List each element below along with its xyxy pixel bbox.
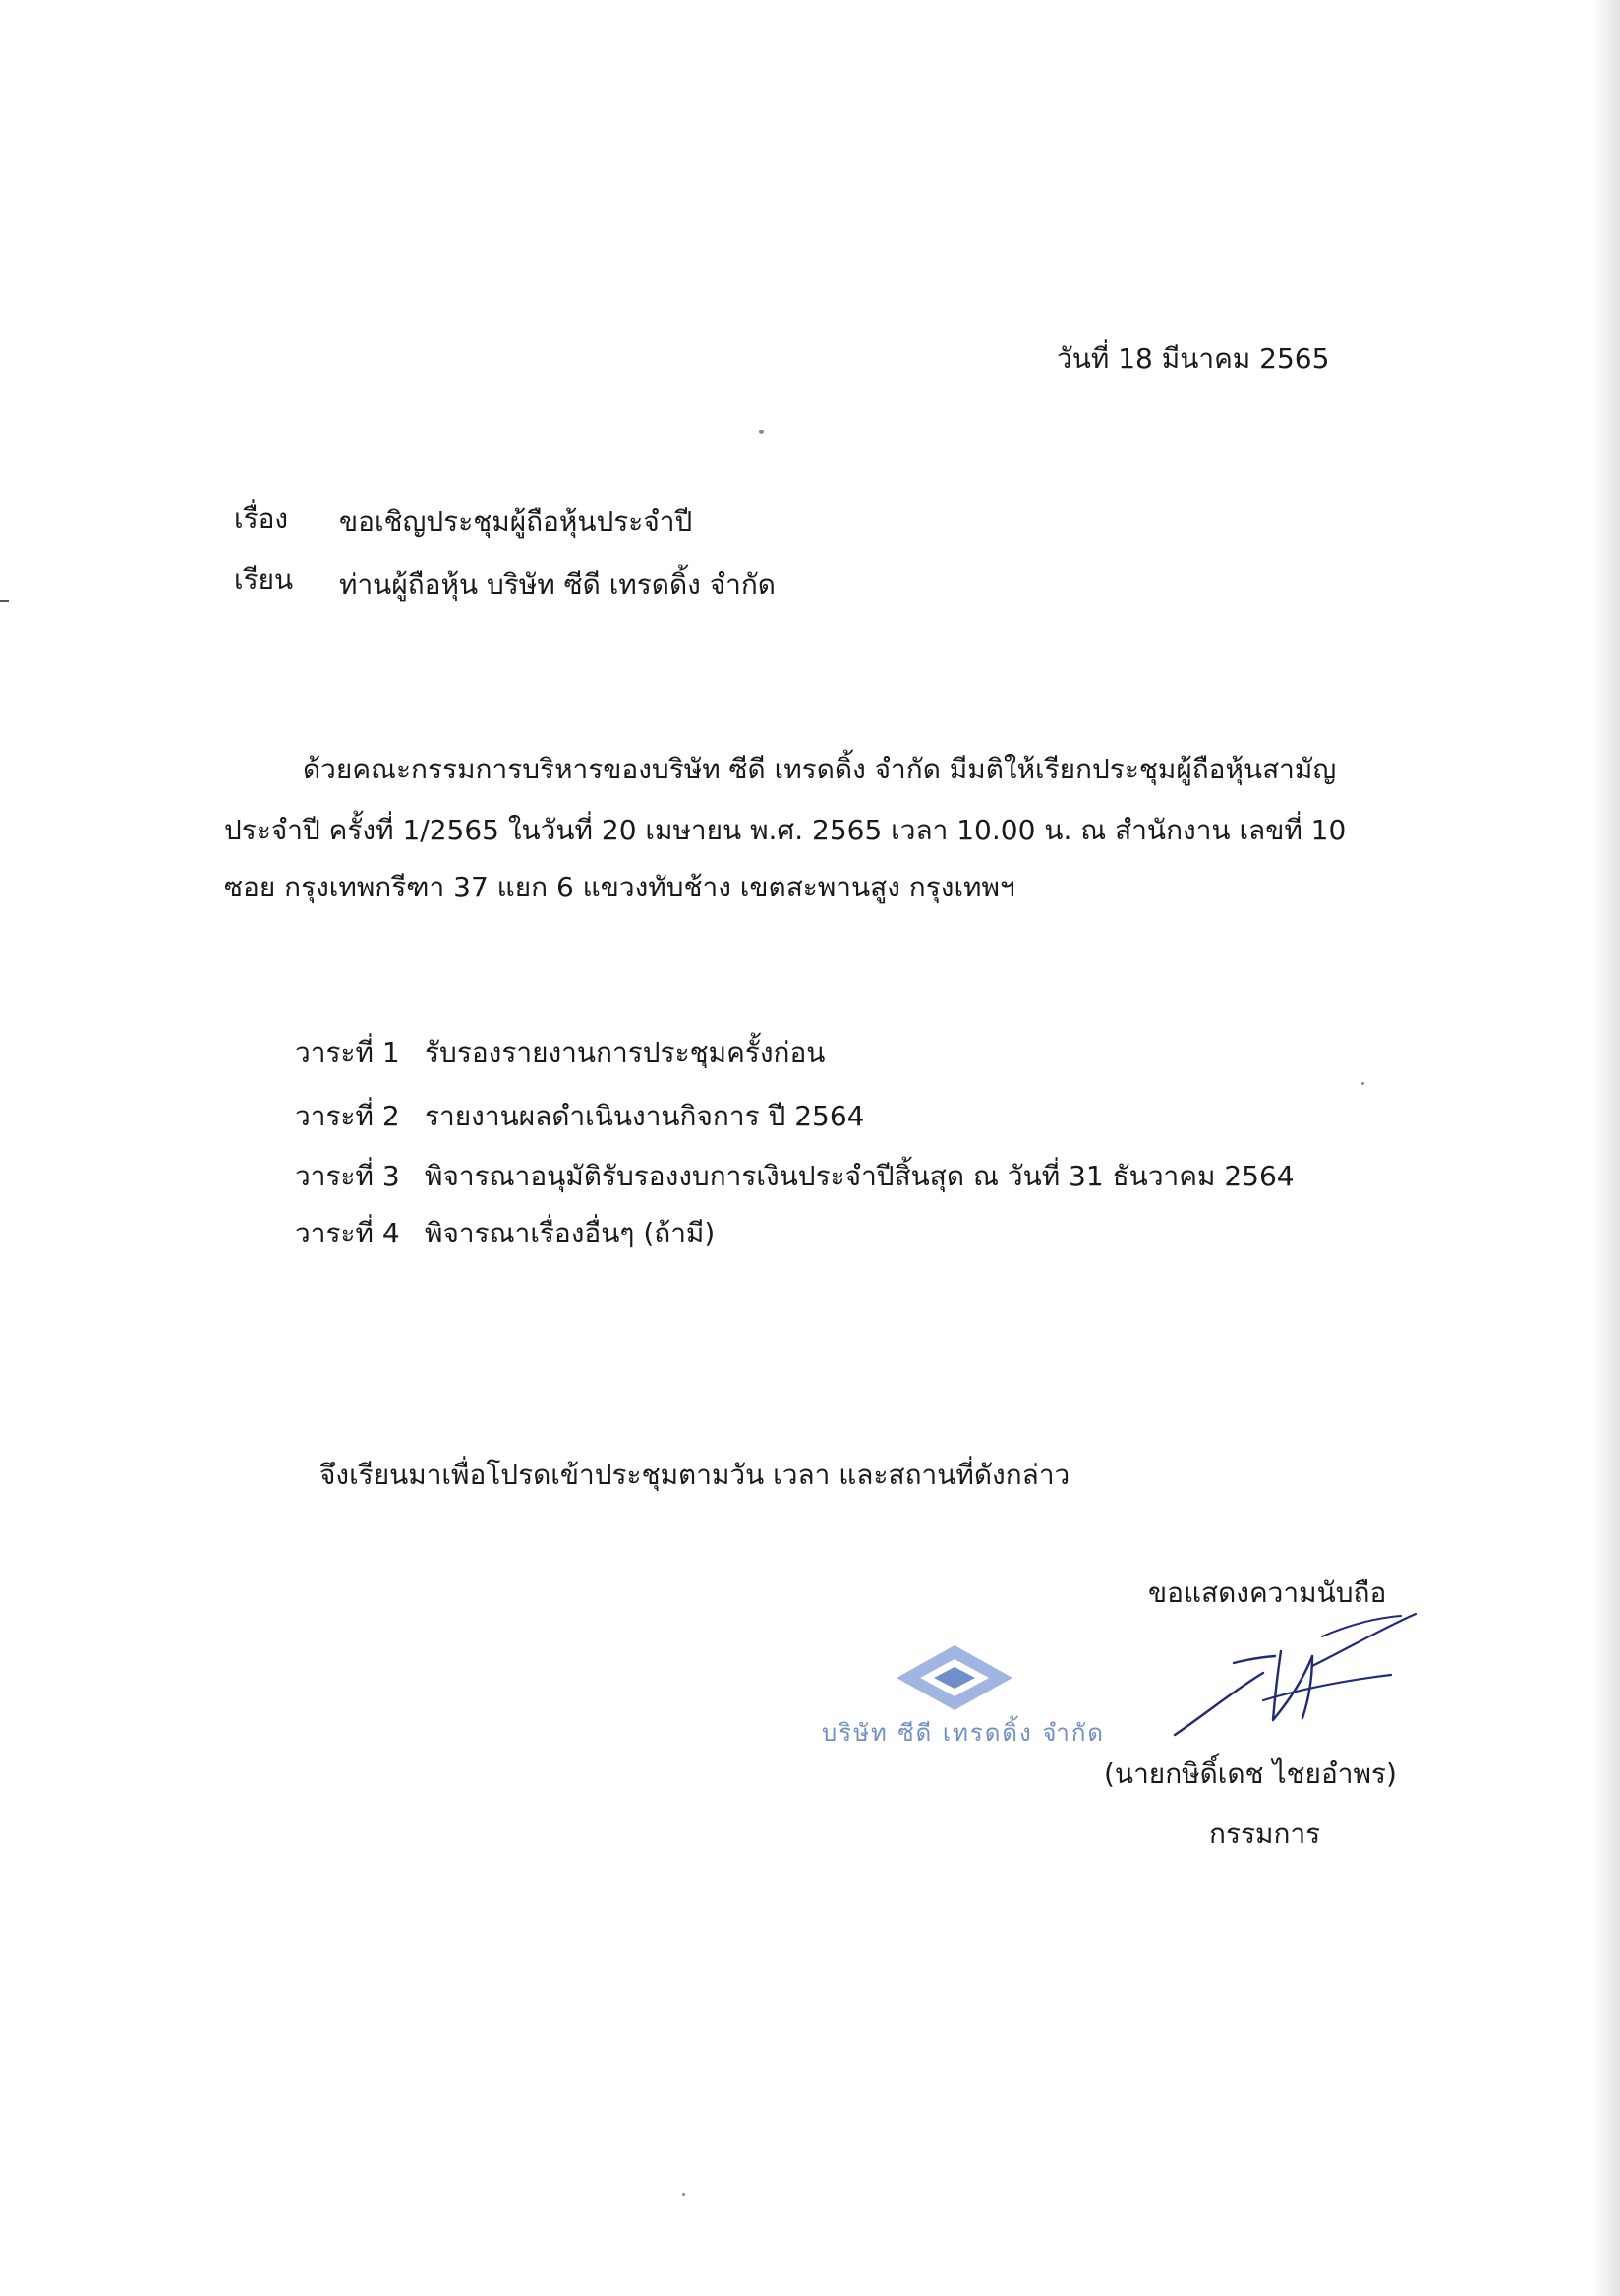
agenda-label: วาระที่ 4 (295, 1217, 400, 1249)
company-stamp-text: บริษัท ซีดี เทรดดิ้ง จำกัด (822, 1719, 1105, 1747)
agenda-text: รับรองรายงานการประชุมครั้งก่อน (425, 1036, 826, 1068)
recipient-label: เรียน (234, 563, 294, 596)
regards-line: ขอแสดงความนับถือ (1148, 1577, 1387, 1609)
closing-line: จึงเรียนมาเพื่อโปรดเข้าประชุมตามวัน เวลา และสถานที่ดังกล่าว (319, 1459, 1070, 1491)
letter-date: วันที่ 18 มีนาคม 2565 (1057, 342, 1330, 374)
agenda-text: พิจารณาเรื่องอื่นๆ (ถ้ามี) (425, 1217, 716, 1249)
scan-speck (1361, 1082, 1364, 1085)
body-line: ประจำปี ครั้งที่ 1/2565 ในวันที่ 20 เมษายน พ.ศ. 2565 เวลา 10.00 น. ณ สำนักงาน เลขที่ 10 (224, 814, 1347, 846)
body-line: ซอย กรุงเทพกรีฑา 37 แยก 6 แขวงทับช้าง เขตสะพานสูง กรุงเทพฯ (224, 871, 1015, 903)
company-logo-icon (895, 1643, 1014, 1712)
agenda-text: รายงานผลดำเนินงานกิจการ ปี 2564 (425, 1100, 865, 1132)
signature-icon (1165, 1612, 1420, 1750)
subject-label: เรื่อง (234, 502, 289, 535)
agenda-text: พิจารณาอนุมัติรับรองงบการเงินประจำปีสิ้นสุด ณ วันที่ 31 ธันวาคม 2564 (425, 1160, 1295, 1192)
scan-edge-mark (0, 600, 9, 602)
scan-edge-shadow (1592, 0, 1620, 2296)
recipient-text: ท่านผู้ถือหุ้น บริษัท ซีดี เทรดดิ้ง จำกัด (339, 568, 776, 601)
scan-speck (759, 430, 764, 434)
signer-name: (นายกษิดิ์เดช ไชยอำพร) (1104, 1757, 1397, 1790)
agenda-label: วาระที่ 3 (295, 1160, 400, 1192)
agenda-label: วาระที่ 1 (295, 1036, 400, 1068)
body-line: ด้วยคณะกรรมการบริหารของบริษัท ซีดี เทรดดิ้ง จำกัด มีมติให้เรียกประชุมผู้ถือหุ้นสามัญ (303, 753, 1337, 785)
signer-position: กรรมการ (1209, 1817, 1321, 1850)
subject-text: ขอเชิญประชุมผู้ถือหุ้นประจำปี (339, 505, 693, 538)
scan-speck (682, 2193, 685, 2196)
agenda-label: วาระที่ 2 (295, 1100, 400, 1132)
